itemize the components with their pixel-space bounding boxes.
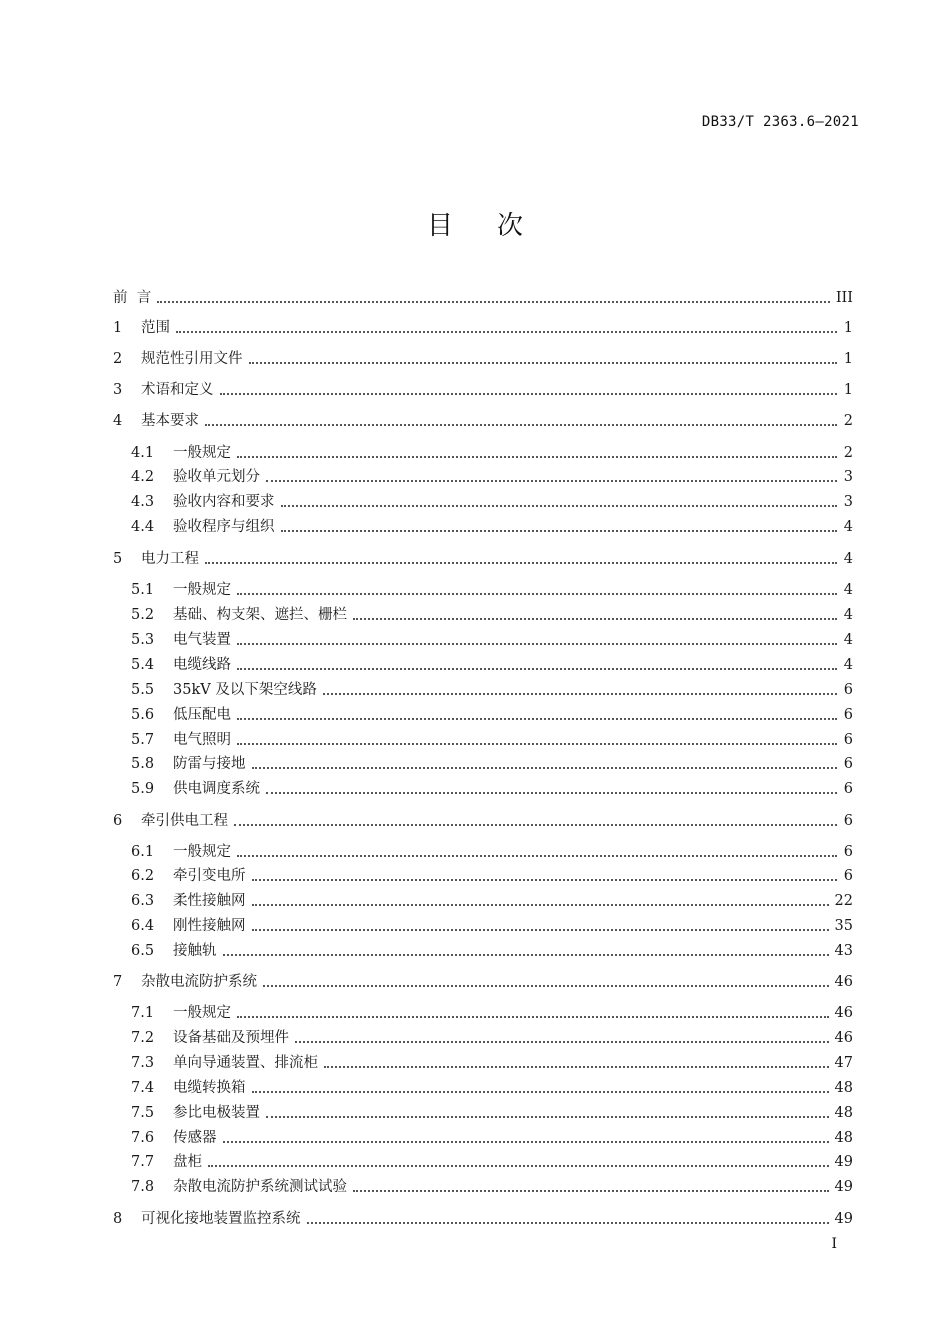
toc-entry-page: 49	[834, 1154, 853, 1170]
dot-leader	[307, 1222, 829, 1224]
toc-entry-number: 6.2	[131, 868, 155, 884]
toc-entry-page: 3	[843, 469, 853, 485]
dot-leader	[353, 618, 837, 620]
dot-leader	[252, 767, 838, 769]
toc-entry-label: 刚性接触网	[173, 918, 246, 934]
toc-entry-page: 1	[843, 320, 853, 336]
toc-entry-number: 7.4	[131, 1080, 155, 1096]
toc-entry[interactable]	[113, 492, 853, 512]
toc-entry-label: 供电调度系统	[173, 781, 260, 797]
toc-entry[interactable]	[113, 467, 853, 487]
dot-leader	[220, 393, 838, 395]
toc-entry[interactable]	[113, 1152, 853, 1172]
toc-entry-label: 电缆线路	[173, 657, 231, 673]
toc-entry-page: 4	[843, 519, 853, 535]
toc-entry-page: 2	[843, 445, 853, 461]
toc-entry-label: 柔性接触网	[173, 893, 246, 909]
dot-leader	[281, 505, 838, 507]
toc-entry-page: 43	[834, 943, 853, 959]
toc-entry-label: 电气装置	[173, 632, 231, 648]
toc-entry-number: 5.2	[131, 607, 155, 623]
toc-entry-page: 4	[843, 657, 853, 673]
toc-entry[interactable]	[113, 779, 853, 799]
toc-entry-page: 6	[843, 781, 853, 797]
toc-entry-page: 6	[843, 682, 853, 698]
toc-entry-number: 5.3	[131, 632, 155, 648]
toc-entry-number: 4.1	[131, 445, 155, 461]
toc-entry-page: 4	[843, 582, 853, 598]
toc-entry-number: 5.6	[131, 707, 155, 723]
toc-entry-page: 47	[834, 1055, 853, 1071]
toc-entry-number: 7.6	[131, 1130, 155, 1146]
toc-entry[interactable]	[113, 1078, 853, 1098]
toc-entry[interactable]	[113, 842, 853, 862]
dot-leader	[237, 718, 837, 720]
toc-entry-number: 7	[113, 974, 123, 990]
toc-entry-page: 6	[843, 732, 853, 748]
dot-leader	[252, 1091, 829, 1093]
toc-entry-label: 传感器	[173, 1130, 217, 1146]
toc-entry[interactable]	[113, 1003, 853, 1023]
dot-leader	[223, 1141, 829, 1143]
toc-entry[interactable]	[113, 288, 853, 308]
toc-entry[interactable]	[113, 866, 853, 886]
toc-entry[interactable]	[113, 349, 853, 369]
dot-leader	[323, 693, 837, 695]
toc-entry-page: 6	[843, 868, 853, 884]
toc-entry-page: 4	[843, 607, 853, 623]
toc-entry-number: 2	[113, 351, 123, 367]
toc-entry-number: 4.2	[131, 469, 155, 485]
toc-entry[interactable]	[113, 1028, 853, 1048]
toc-entry[interactable]	[113, 1177, 853, 1197]
dot-leader	[252, 904, 829, 906]
toc-entry[interactable]	[113, 705, 853, 725]
toc-entry-number: 3	[113, 382, 123, 398]
toc-entry-number: 7.1	[131, 1005, 155, 1021]
toc-entry-page: 46	[834, 1030, 853, 1046]
toc-entry-page: 22	[834, 893, 853, 909]
dot-leader	[237, 593, 837, 595]
dot-leader	[353, 1190, 829, 1192]
toc-entry-number: 6.5	[131, 943, 155, 959]
toc-entry-number: 6.1	[131, 844, 155, 860]
dot-leader	[237, 1016, 829, 1018]
toc-entry-number: 5	[113, 551, 123, 567]
dot-leader	[237, 456, 837, 458]
toc-entry[interactable]	[113, 972, 853, 992]
toc-entry-page: 48	[834, 1105, 853, 1121]
dot-leader	[205, 562, 837, 564]
toc-entry-number: 7.8	[131, 1179, 155, 1195]
toc-entry-label: 单向导通装置、排流柜	[173, 1055, 318, 1071]
toc-entry-label: 一般规定	[173, 844, 231, 860]
dot-leader	[266, 792, 837, 794]
dot-leader	[205, 424, 837, 426]
toc-entry-label: 验收程序与组织	[173, 519, 275, 535]
toc-entry-label: 接触轨	[173, 943, 217, 959]
toc-entry-label: 防雷与接地	[173, 756, 246, 772]
toc-entry-label: 可视化接地装置监控系统	[141, 1211, 301, 1227]
toc-entry-number: 7.3	[131, 1055, 155, 1071]
toc-entry-page: 49	[834, 1211, 853, 1227]
toc-entry[interactable]	[113, 655, 853, 675]
toc-entry[interactable]	[113, 549, 853, 569]
toc-entry[interactable]	[113, 580, 853, 600]
toc-entry-page: 48	[834, 1080, 853, 1096]
toc-entry-page: 35	[834, 918, 853, 934]
toc-entry[interactable]	[113, 891, 853, 911]
toc-entry-label: 杂散电流防护系统测试试验	[173, 1179, 347, 1195]
toc-entry[interactable]	[113, 605, 853, 625]
toc-entry[interactable]	[113, 411, 853, 431]
toc-entry-page: 4	[843, 632, 853, 648]
toc-entry[interactable]	[113, 380, 853, 400]
toc-entry-label: 35kV 及以下架空线路	[173, 682, 317, 698]
toc-entry-label: 电气照明	[173, 732, 231, 748]
toc-entry-label: 基础、构支架、遮拦、栅栏	[173, 607, 347, 623]
toc-entry-label: 基本要求	[141, 413, 199, 429]
toc-entry-number: 1	[113, 320, 123, 336]
toc-entry[interactable]	[113, 1103, 853, 1123]
toc-entry-page: 6	[843, 844, 853, 860]
toc-entry-page: 46	[834, 974, 853, 990]
toc-entry[interactable]	[113, 730, 853, 750]
page-title: 目次	[426, 211, 567, 241]
toc-entry[interactable]	[113, 916, 853, 936]
toc-entry-label: 低压配电	[173, 707, 231, 723]
toc-entry-number: 4	[113, 413, 123, 429]
toc-entry-label: 验收单元划分	[173, 469, 260, 485]
toc-entry-page: 48	[834, 1130, 853, 1146]
toc-entry[interactable]	[113, 1128, 853, 1148]
toc-entry-page: III	[835, 290, 853, 306]
dot-leader	[266, 1116, 829, 1118]
dot-leader	[234, 824, 837, 826]
toc-entry-number: 7.7	[131, 1154, 155, 1170]
toc-entry-label: 规范性引用文件	[141, 351, 243, 367]
dot-leader	[249, 362, 838, 364]
toc-entry-number: 6.3	[131, 893, 155, 909]
toc-entry-label: 杂散电流防护系统	[141, 974, 257, 990]
toc-entry-number: 5.1	[131, 582, 155, 598]
toc-entry[interactable]	[113, 1053, 853, 1073]
toc-entry-number: 5.8	[131, 756, 155, 772]
toc-entry-number: 4.4	[131, 519, 155, 535]
toc-entry-label: 验收内容和要求	[173, 494, 275, 510]
toc-entry[interactable]	[113, 318, 853, 338]
toc-entry-number: 7.2	[131, 1030, 155, 1046]
toc-entry-label: 设备基础及预埋件	[173, 1030, 289, 1046]
toc-entry-label: 术语和定义	[141, 382, 214, 398]
toc-entry-label: 前 言	[113, 290, 152, 306]
toc-entry[interactable]	[113, 811, 853, 831]
toc-entry[interactable]	[113, 941, 853, 961]
toc-entry-page: 2	[843, 413, 853, 429]
toc-entry[interactable]	[113, 754, 853, 774]
toc-entry-label: 一般规定	[173, 582, 231, 598]
toc-entry-label: 电力工程	[141, 551, 199, 567]
toc-entry-number: 6	[113, 813, 123, 829]
toc-entry-page: 1	[843, 351, 853, 367]
toc-entry-label: 牵引供电工程	[141, 813, 228, 829]
toc-entry[interactable]	[113, 630, 853, 650]
toc-entry-label: 一般规定	[173, 445, 231, 461]
toc-entry-label: 范围	[141, 320, 170, 336]
dot-leader	[295, 1041, 829, 1043]
toc-entry[interactable]	[113, 517, 853, 537]
dot-leader	[237, 855, 837, 857]
dot-leader	[263, 985, 829, 987]
dot-leader	[237, 643, 837, 645]
toc-entry-page: 3	[843, 494, 853, 510]
toc-entry-page: 1	[843, 382, 853, 398]
dot-leader	[176, 331, 837, 333]
toc-entry[interactable]	[113, 443, 853, 463]
toc-entry-number: 5.4	[131, 657, 155, 673]
toc-entry-number: 8	[113, 1211, 123, 1227]
toc-entry-number: 5.5	[131, 682, 155, 698]
toc-entry[interactable]	[113, 680, 853, 700]
toc-entry-number: 5.7	[131, 732, 155, 748]
standard-code: DB33/T 2363.6—2021	[701, 114, 859, 130]
toc-entry-label: 参比电极装置	[173, 1105, 260, 1121]
dot-leader	[281, 530, 838, 532]
toc-entry-label: 盘柜	[173, 1154, 202, 1170]
toc-entry-number: 6.4	[131, 918, 155, 934]
toc-entry-label: 电缆转换箱	[173, 1080, 246, 1096]
toc-entry-label: 一般规定	[173, 1005, 231, 1021]
dot-leader	[324, 1066, 829, 1068]
toc-entry-page: 49	[834, 1179, 853, 1195]
dot-leader	[252, 929, 829, 931]
toc-entry-page: 4	[843, 551, 853, 567]
toc-entry-page: 6	[843, 813, 853, 829]
toc-entry-page: 6	[843, 707, 853, 723]
dot-leader	[237, 743, 837, 745]
dot-leader	[252, 879, 838, 881]
toc-entry-page: 6	[843, 756, 853, 772]
toc-entry-number: 7.5	[131, 1105, 155, 1121]
toc-entry[interactable]	[113, 1209, 853, 1229]
page-number: I	[831, 1236, 837, 1252]
toc-entry-label: 牵引变电所	[173, 868, 246, 884]
toc-entry-number: 4.3	[131, 494, 155, 510]
dot-leader	[208, 1165, 829, 1167]
dot-leader	[223, 954, 829, 956]
dot-leader	[157, 301, 830, 303]
dot-leader	[237, 668, 837, 670]
toc-entry-number: 5.9	[131, 781, 155, 797]
toc-entry-page: 46	[834, 1005, 853, 1021]
dot-leader	[266, 480, 837, 482]
